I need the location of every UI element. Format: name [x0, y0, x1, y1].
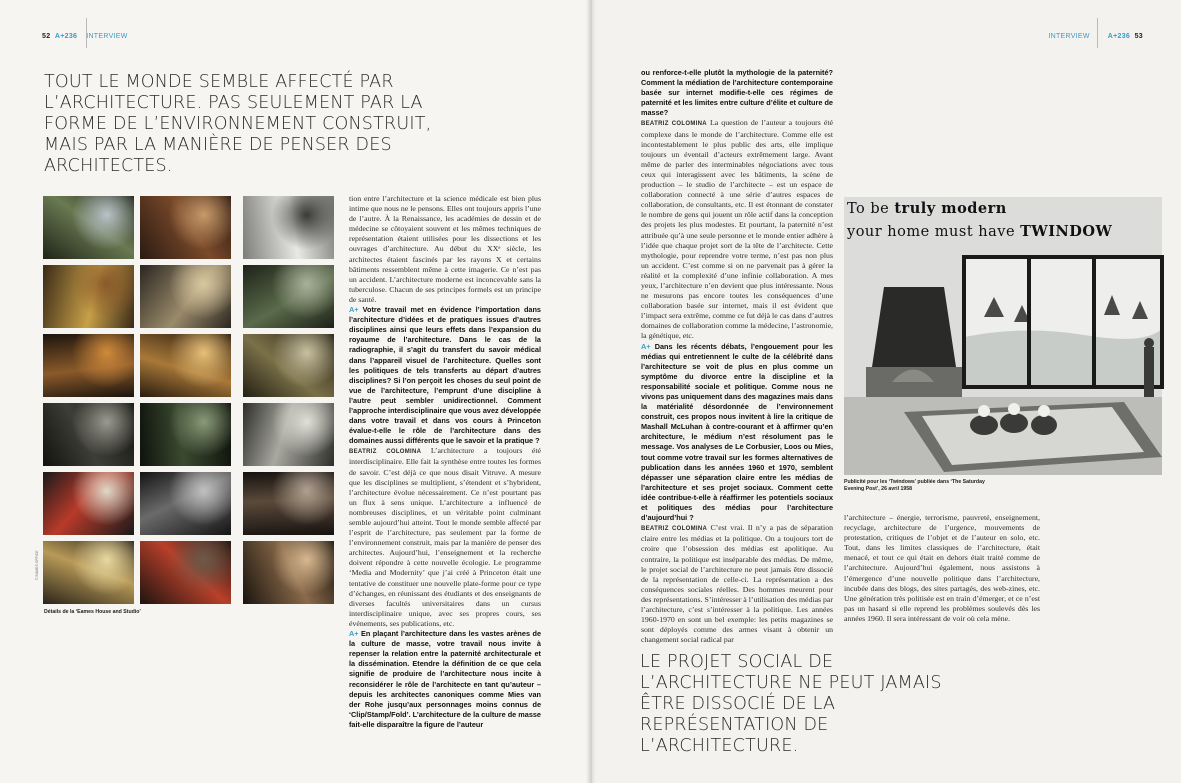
speaker-name: BEATRIZ COLOMINA: [349, 449, 422, 456]
photo-grid: [43, 196, 338, 604]
photo-eames-leaves-window: [140, 403, 231, 466]
photo-eames-mechanical-detail: [140, 472, 231, 535]
photo-eames-living-room: [43, 334, 134, 397]
magazine-brand-left: A+236: [54, 33, 78, 40]
photo-eames-grid-window: [243, 403, 334, 466]
paragraph: tion entre l’architecture et la science médicale est bien plus intime que nous ne le pensons. Elles ont toujours appris l’une de l’autre. À la Renaissance, les académies de dessin et de médecine se côtoyaient souvent et les mêmes techniques de représentation étaient utilisées pour les dissections et les ouvrages d’architecture. Au début du XXᵉ siècle, les architectes étaient fascinés par les rayons X et certains bâtiments ressemblent même à cette imagerie. Ce n’est pas un accident. L’architecture moderne est inconcevable sans la tuberculose. Chacun de ses principes formels est un principe de santé.: [349, 194, 541, 304]
question: [641, 342, 833, 524]
question: [349, 629, 541, 730]
folio-left: [42, 33, 128, 40]
photo-eames-interior-wood: [140, 196, 231, 259]
answer: [641, 118, 833, 341]
photo-eames-floor-pattern: [243, 541, 334, 604]
text-column-2: [641, 68, 833, 653]
photo-credit: © EAMES OFFICE: [35, 550, 39, 580]
speaker-name: BEATRIZ COLOMINA: [641, 121, 707, 128]
question-text: Dans les récents débats, l’engouement pour les médias qui entretiennent le culte de la célébrité dans l’architecture se voit de plus en plus comme un symptôme du divorce entre la discipline et la responsabilité sociale et politique. Comme nous ne vivons pas uniquement dans des magazines mais dans la matérialité désordonnée de l’environnement construit, ces propos nous invitent à lire la critique de Mashall McLuhan à contre-courant et à affirmer qu’en architecture, le médium n’est résolument pas le message. Vos analyses de Le Corbusier, Loos ou Mies, tout comme votre travail sur les formes alternatives de publication dans les années 1960 et 1970, semblent dépasser une séparation claire entre les médias de l’architecture et ses projet sociaux. Comment cette idée contribue-t-elle à réaffirmer les potentiels sociaux et politiques des médias pour l’architecture d’aujourd’hui ?: [641, 341, 833, 523]
text-column-3: [844, 513, 1040, 633]
section-label-left: INTERVIEW: [86, 33, 128, 40]
question: [349, 305, 541, 446]
page-number-right: 53: [1134, 33, 1143, 40]
magazine-brand-right: A+236: [1107, 33, 1131, 40]
folio-right: [1048, 33, 1143, 40]
section-label-right: INTERVIEW: [1048, 33, 1090, 40]
photo-eames-facade-white: [243, 196, 334, 259]
question-marker: A+: [641, 341, 651, 351]
ad-brand-name: TWINDOW: [1020, 223, 1113, 240]
photo-eames-sunset-trees: [43, 541, 134, 604]
text-column-1: [349, 194, 541, 729]
twindow-advertisement: [844, 197, 1162, 475]
question-text: En plaçant l’architecture dans les vastes arènes de la culture de masse, votre travail nous invite à repenser la relation entre la paternité architecturale et la dissémination. Etendre la définition de ce que cela signifie de produire de l’architecture nous incite à reconsidérer le rôle de l’architecte en tant qu’auteur – depuis les architectes canoniques comme Mies van der Rohe jusqu’aux personnages moins connus de ‘Clip/Stamp/Fold’. L’architecture de la culture de masse fait-elle disparaître la figure de l’auteur: [349, 629, 541, 729]
photo-eames-chairs: [243, 472, 334, 535]
caption-photo-grid: Détails de la ‘Eames House and Studio’: [44, 609, 141, 615]
answer-text: C’est vrai. Il n’y a pas de séparation claire entre les médias et la politique. On a toujours tort de croire que l’obsession des médias est apolitique. Au contraire, la politique est inséparable des médias. De même, le projet social de l’architecture ne peut jamais être dissocié de la représentation de celle-ci. La représentation a des conséquences sociales réelles. Des hommes meurent pour des représentations. S’intéresser à l’utilisation des médias par l’architecture, c’est s’intéresser à la politique. Les années 1960-1970 en sont un bel exemple: les petits magazines se sont déployés comme des armes visant à obtenir un changement social radical par: [641, 523, 833, 645]
pullquote-bottom: LE PROJET SOCIAL DE L’ARCHITECTURE NE PEUT JAMAIS ÊTRE DISSOCIÉ DE LA REPRÉSENTATION DE L’ARCHITECTURE.: [640, 652, 942, 756]
question-continued: ou renforce-t-elle plutôt la mythologie de la paternité? Comment la médiation de l’architecture contemporaine basée sur internet modifie-t-elle ces régimes de paternité et les limites entre culture d’élite et culture de masse?: [641, 68, 833, 118]
ad-headline-part: your home must have: [847, 224, 1021, 240]
photo-eames-collection-table: [43, 265, 134, 328]
ad-headline-part: To be: [847, 201, 895, 217]
answer-text: La question de l’auteur a toujours été complexe dans le monde de l’architecture. Comme elle est incontestablement le plus public des arts, elle implique toujours un éventail d’acteurs extrêmement large. Avant même de parler des interminables négociations avec tous ceux qui interagissent avec les bâtiments, la scène de production – le studio de l’architecte – est un espace de collaboration connecté à une série d’autres espaces de collaboration, de consultants, etc. Il est étonnant de constater le nombre de gens qui jouent un rôle actif dans la conception des projets les plus modestes. Et pourtant, la paternité n’est attribuée qu’à une seule personne et le monde entier adhère à l’idée que chaque projet sort de la tête de l’architecte. Cette mythologie, pour reprendre votre terme, n’est pas non plus un accident. C’est comme si on ne parvenait pas à gérer la réalité et la complexité d’une infinie collaboration. A mes yeux, l’architecture n’en devient que plus intéressante. Nous ne mesurons pas encore toutes les conséquences d’une collaboration basée sur internet, mais il est évident que l’impact sera extrême, comme ce fut déjà le cas dans d’autres domaines de collaboration comme la médecine, l’astronomie, la génétique, etc.: [641, 118, 834, 341]
photo-eames-garden-view: [243, 334, 334, 397]
paragraph: l’architecture – énergie, terrorisme, pauvreté, enseignement, recyclage, architecture de l’urgence, mouvements de protestation, critiques de l’objet et de l’auteur en solo, etc. Tout, dans les limites classiques de l’architecture, était menacé, et tout ce qui était en dehors était traité comme de l’architecture. Aujourd’hui également, nous assistons à l’émergence d’une nouvelle politique dans l’architecture, incubée dans des blogs, des sites partagés, des web-zines, etc. Une génération très politisée est en train d’émerger, et ce n’est pas un hasard si elle reprend les problèmes soulevés dès les années 1960. Il sera intéressant de voir où cela mène.: [844, 513, 1040, 623]
question-text: Votre travail met en évidence l’importation dans l’architecture d’idées et de pratiques issues d’autres disciplines ainsi que leurs effets dans l’expansion du royaume de l’architecture. Dans le cas de la radiographie, il s’agit du transfert du savoir médical dans l’appareil visuel de l’architecture. Quelles sont les politiques de tels transferts au départ d’autres disciplines? Si l’on perçoit les choses du seul point de vue de l’architecture, l’emprunt d’une discipline à l’autre peut sembler unidirectionnel. Comment l’approche interdisciplinaire que vous avez développée dans votre travail et dans vos cours à Princeton évalue-t-elle le rôle de l’architecture dans des domaines aussi différents que le savoir et la pratique ?: [349, 305, 541, 446]
photo-eames-shelf-objects: [140, 334, 231, 397]
speaker-name: BEATRIZ COLOMINA: [641, 526, 708, 533]
photo-eames-trees-glass: [243, 265, 334, 328]
caption-advertisement: Publicité pour les ‘Twindows’ publiée dans ‘The Saturday Evening Post’, 26 avril 1958: [844, 479, 985, 492]
photo-eames-interior-window: [140, 265, 231, 328]
question-marker: A+: [349, 305, 359, 315]
question-marker: A+: [349, 629, 359, 639]
photo-eames-studio-frame: [43, 403, 134, 466]
ad-headline-emphasis: truly modern: [894, 200, 1007, 217]
photo-eames-exterior-meadow: [43, 196, 134, 259]
pullquote-top: TOUT LE MONDE SEMBLE AFFECTÉ PAR L’ARCHITECTURE. PAS SEULEMENT PAR LA FORME DE L’ENVIRONNEMENT CONSTRUIT, MAIS PAR LA MANIÈRE DE PENSER DES ARCHITECTES.: [44, 72, 432, 176]
answer: [349, 446, 541, 629]
answer-text: L’architecture a toujours été interdisciplinaire. Elle fait la synthèse entre toutes les formes de savoir. C’est déjà ce que nous disait Vitruve. A mesure que les disciplines se multiplient, s’étendent et s’hybrident, l’architecture évolue nécessairement. Ce n’est pourtant pas un flux à sens unique. L’architecture a influencé de nombreuses disciplines, et un véritable point culminant semble aujourd’hui atteint. Tout le monde semble affecté par l’esprit de l’architecture, pas seulement par la forme de l’environnement construit, mais par la manière de penser des architectes. Aujourd’hui, l’enseignement et la recherche doivent répondre à cette nouvelle écologie. Le programme ‘Media and Modernity’ que j’ai créé à Princeton était une tentative de constituer une nouvelle plate-forme pour ce type d’échanges, en réunissant des étudiants et des enseignants de diverses facultés universitaires dans un cursus interdisciplinaire unique, avec ses propres cours, ses événements, ses publications, etc.: [349, 446, 541, 628]
photo-eames-red-corner: [140, 541, 231, 604]
page-number-left: 52: [42, 33, 51, 40]
page-gutter: [586, 0, 596, 783]
photo-eames-red-panel: [43, 472, 134, 535]
answer: [641, 523, 833, 645]
